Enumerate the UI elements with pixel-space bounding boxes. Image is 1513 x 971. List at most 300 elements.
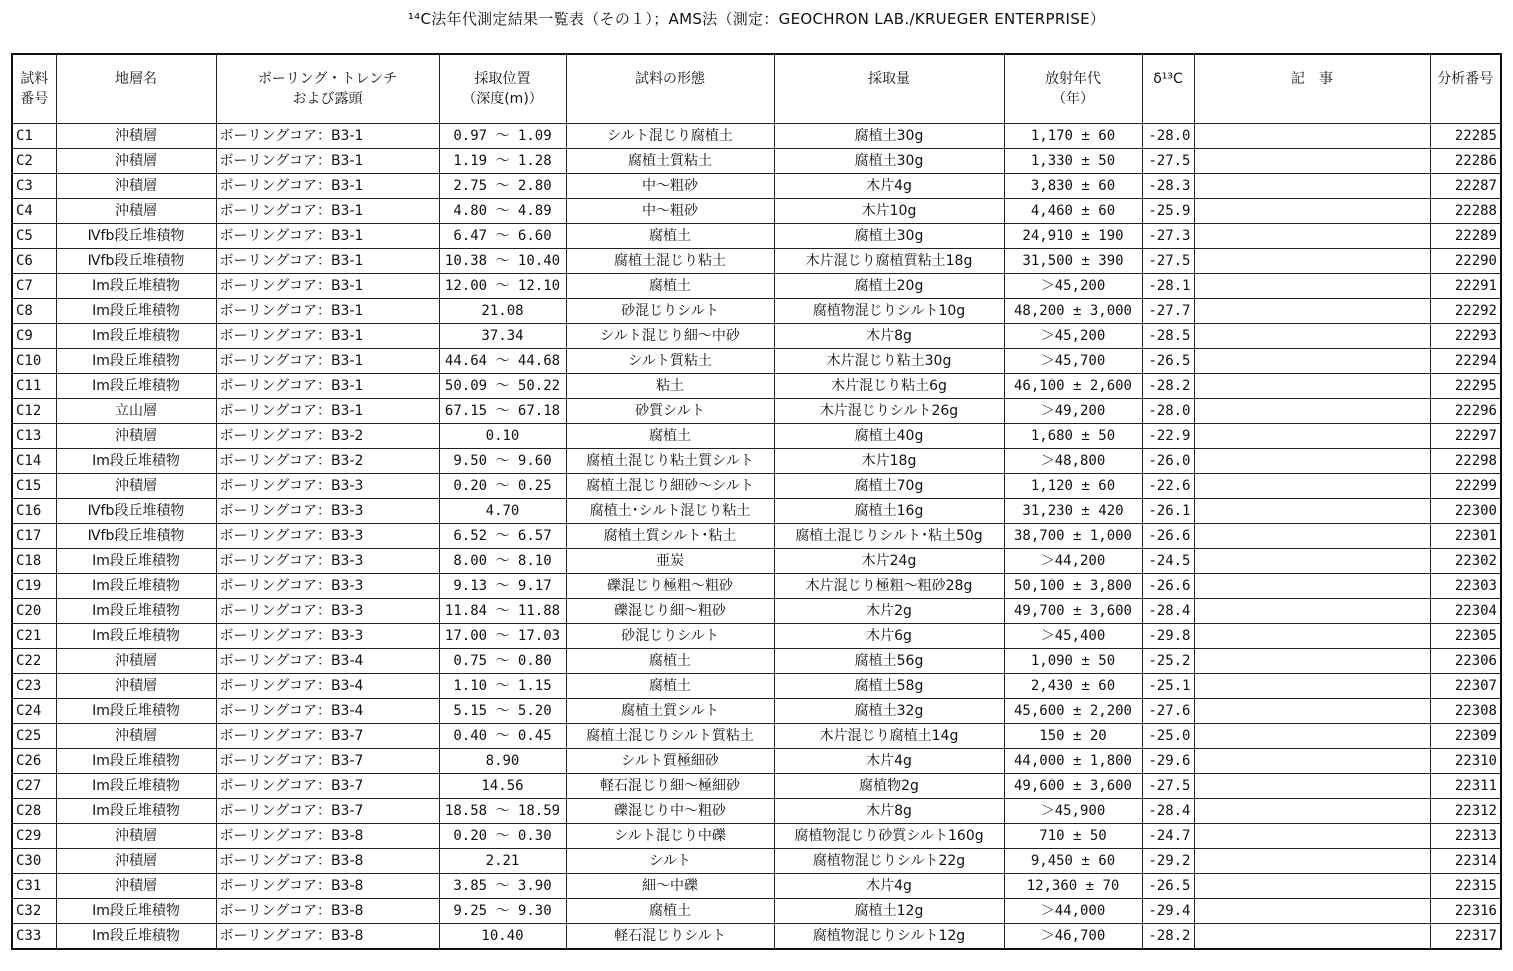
- cell-remarks: [1194, 349, 1430, 374]
- cell-boring: ボーリングコア：B3-3: [216, 499, 439, 524]
- header-amount: 採取量: [774, 54, 1004, 124]
- cell-form: 腐植土質シルト･粘土: [566, 524, 774, 549]
- header-sample-no: 試料 番号: [12, 54, 56, 124]
- cell-age: 3,830 ± 60: [1004, 174, 1142, 199]
- cell-remarks: [1194, 649, 1430, 674]
- cell-depth: 12.00 ～ 12.10: [439, 274, 566, 299]
- cell-age: ＞45,200: [1004, 274, 1142, 299]
- cell-sample-no: C9: [12, 324, 56, 349]
- table-row: [12, 674, 1501, 699]
- cell-analysis-no: 22286: [1430, 149, 1501, 174]
- cell-depth: 37.34: [439, 324, 566, 349]
- cell-analysis-no: 22288: [1430, 199, 1501, 224]
- cell-form: 腐植土質シルト: [566, 699, 774, 724]
- table-row: [12, 424, 1501, 449]
- header-row: [12, 54, 1501, 124]
- table-row: [12, 849, 1501, 874]
- cell-boring: ボーリングコア：B3-3: [216, 624, 439, 649]
- table-row: [12, 249, 1501, 274]
- cell-depth: 0.40 ～ 0.45: [439, 724, 566, 749]
- cell-analysis-no: 22316: [1430, 899, 1501, 924]
- cell-age: 1,680 ± 50: [1004, 424, 1142, 449]
- cell-remarks: [1194, 299, 1430, 324]
- cell-form: 腐植土混じりシルト質粘土: [566, 724, 774, 749]
- header-boring: ボーリング・トレンチ および露頭: [216, 54, 439, 124]
- cell-amount: 木片8g: [774, 324, 1004, 349]
- cell-boring: ボーリングコア：B3-7: [216, 799, 439, 824]
- cell-form: 礫混じり極粗～粗砂: [566, 574, 774, 599]
- results-table: [11, 53, 1502, 950]
- cell-remarks: [1194, 899, 1430, 924]
- cell-layer: 沖積層: [56, 674, 216, 699]
- cell-amount: 木片混じり腐植質粘土18g: [774, 249, 1004, 274]
- cell-analysis-no: 22307: [1430, 674, 1501, 699]
- cell-boring: ボーリングコア：B3-1: [216, 399, 439, 424]
- cell-sample-no: C28: [12, 799, 56, 824]
- table-row: [12, 499, 1501, 524]
- cell-layer: 立山層: [56, 399, 216, 424]
- cell-remarks: [1194, 174, 1430, 199]
- cell-delta-c13: -27.5: [1142, 249, 1194, 274]
- cell-age: ＞44,000: [1004, 899, 1142, 924]
- table-row: [12, 749, 1501, 774]
- cell-depth: 4.80 ～ 4.89: [439, 199, 566, 224]
- cell-delta-c13: -24.7: [1142, 824, 1194, 849]
- cell-age: 1,090 ± 50: [1004, 649, 1142, 674]
- cell-layer: Ⅳfb段丘堆積物: [56, 499, 216, 524]
- cell-age: 1,120 ± 60: [1004, 474, 1142, 499]
- cell-sample-no: C24: [12, 699, 56, 724]
- cell-remarks: [1194, 549, 1430, 574]
- cell-age: 50,100 ± 3,800: [1004, 574, 1142, 599]
- cell-boring: ボーリングコア：B3-1: [216, 149, 439, 174]
- cell-boring: ボーリングコア：B3-1: [216, 374, 439, 399]
- cell-remarks: [1194, 449, 1430, 474]
- cell-remarks: [1194, 624, 1430, 649]
- cell-form: 礫混じり中～粗砂: [566, 799, 774, 824]
- cell-analysis-no: 22298: [1430, 449, 1501, 474]
- cell-depth: 6.52 ～ 6.57: [439, 524, 566, 549]
- cell-form: 中～粗砂: [566, 174, 774, 199]
- table-row: [12, 624, 1501, 649]
- cell-depth: 8.90: [439, 749, 566, 774]
- cell-layer: Ⅰm段丘堆積物: [56, 899, 216, 924]
- cell-boring: ボーリングコア：B3-3: [216, 474, 439, 499]
- cell-layer: Ⅰm段丘堆積物: [56, 449, 216, 474]
- cell-analysis-no: 22292: [1430, 299, 1501, 324]
- table-row: [12, 724, 1501, 749]
- cell-amount: 腐植土30g: [774, 124, 1004, 149]
- cell-age: 38,700 ± 1,000: [1004, 524, 1142, 549]
- cell-remarks: [1194, 724, 1430, 749]
- cell-analysis-no: 22312: [1430, 799, 1501, 824]
- cell-analysis-no: 22295: [1430, 374, 1501, 399]
- table-row: [12, 899, 1501, 924]
- cell-age: 710 ± 50: [1004, 824, 1142, 849]
- table-row: [12, 599, 1501, 624]
- cell-form: 中～粗砂: [566, 199, 774, 224]
- cell-delta-c13: -22.9: [1142, 424, 1194, 449]
- cell-depth: 0.97 ～ 1.09: [439, 124, 566, 149]
- cell-analysis-no: 22297: [1430, 424, 1501, 449]
- table-row: [12, 124, 1501, 149]
- table-row: [12, 474, 1501, 499]
- cell-analysis-no: 22290: [1430, 249, 1501, 274]
- cell-delta-c13: -27.5: [1142, 774, 1194, 799]
- cell-layer: 沖積層: [56, 424, 216, 449]
- cell-amount: 腐植物混じりシルト22g: [774, 849, 1004, 874]
- table-row: [12, 399, 1501, 424]
- cell-delta-c13: -29.8: [1142, 624, 1194, 649]
- header-position: 採取位置 （深度(m)）: [439, 54, 566, 124]
- cell-amount: 木片6g: [774, 624, 1004, 649]
- cell-remarks: [1194, 824, 1430, 849]
- cell-form: 砂混じりシルト: [566, 299, 774, 324]
- cell-layer: Ⅰm段丘堆積物: [56, 549, 216, 574]
- cell-depth: 5.15 ～ 5.20: [439, 699, 566, 724]
- cell-sample-no: C3: [12, 174, 56, 199]
- cell-form: 砂質シルト: [566, 399, 774, 424]
- cell-form: 砂混じりシルト: [566, 624, 774, 649]
- cell-amount: 腐植物混じりシルト10g: [774, 299, 1004, 324]
- cell-remarks: [1194, 374, 1430, 399]
- cell-amount: 木片混じり粘土6g: [774, 374, 1004, 399]
- cell-age: 12,360 ± 70: [1004, 874, 1142, 899]
- cell-delta-c13: -29.4: [1142, 899, 1194, 924]
- cell-age: 150 ± 20: [1004, 724, 1142, 749]
- cell-sample-no: C31: [12, 874, 56, 899]
- cell-sample-no: C30: [12, 849, 56, 874]
- cell-form: 腐植土: [566, 649, 774, 674]
- cell-age: 49,700 ± 3,600: [1004, 599, 1142, 624]
- cell-boring: ボーリングコア：B3-1: [216, 174, 439, 199]
- cell-amount: 腐植土30g: [774, 224, 1004, 249]
- cell-age: 49,600 ± 3,600: [1004, 774, 1142, 799]
- cell-age: ＞49,200: [1004, 399, 1142, 424]
- cell-layer: 沖積層: [56, 849, 216, 874]
- cell-amount: 腐植土32g: [774, 699, 1004, 724]
- cell-remarks: [1194, 699, 1430, 724]
- cell-form: 腐植土混じり粘土質シルト: [566, 449, 774, 474]
- cell-layer: Ⅰm段丘堆積物: [56, 574, 216, 599]
- cell-analysis-no: 22317: [1430, 924, 1501, 950]
- cell-boring: ボーリングコア：B3-1: [216, 299, 439, 324]
- cell-delta-c13: -26.0: [1142, 449, 1194, 474]
- header-delta-c13: δ¹³C: [1142, 54, 1194, 124]
- cell-form: 腐植土: [566, 274, 774, 299]
- cell-delta-c13: -28.4: [1142, 799, 1194, 824]
- cell-remarks: [1194, 774, 1430, 799]
- cell-sample-no: C16: [12, 499, 56, 524]
- cell-delta-c13: -28.5: [1142, 324, 1194, 349]
- cell-boring: ボーリングコア：B3-8: [216, 924, 439, 950]
- cell-depth: 6.47 ～ 6.60: [439, 224, 566, 249]
- cell-sample-no: C20: [12, 599, 56, 624]
- cell-boring: ボーリングコア：B3-2: [216, 424, 439, 449]
- cell-analysis-no: 22304: [1430, 599, 1501, 624]
- cell-form: シルト混じり細～中砂: [566, 324, 774, 349]
- cell-layer: Ⅰm段丘堆積物: [56, 349, 216, 374]
- document-title: ¹⁴C法年代測定結果一覧表（その１）；AMS法（測定：GEOCHRON LAB./KRUEGER ENTERPRISE）: [407, 10, 1106, 28]
- table-row: [12, 774, 1501, 799]
- cell-form: シルト混じり中礫: [566, 824, 774, 849]
- table-row: [12, 299, 1501, 324]
- cell-form: 腐植土: [566, 674, 774, 699]
- cell-delta-c13: -27.7: [1142, 299, 1194, 324]
- cell-amount: 腐植土12g: [774, 899, 1004, 924]
- cell-amount: 腐植土混じりシルト･粘土50g: [774, 524, 1004, 549]
- cell-age: 9,450 ± 60: [1004, 849, 1142, 874]
- cell-depth: 8.00 ～ 8.10: [439, 549, 566, 574]
- cell-age: ＞45,400: [1004, 624, 1142, 649]
- cell-boring: ボーリングコア：B3-3: [216, 524, 439, 549]
- cell-boring: ボーリングコア：B3-7: [216, 749, 439, 774]
- cell-boring: ボーリングコア：B3-4: [216, 674, 439, 699]
- cell-depth: 0.10: [439, 424, 566, 449]
- cell-remarks: [1194, 224, 1430, 249]
- cell-layer: 沖積層: [56, 174, 216, 199]
- cell-remarks: [1194, 124, 1430, 149]
- cell-boring: ボーリングコア：B3-8: [216, 874, 439, 899]
- cell-amount: 腐植土40g: [774, 424, 1004, 449]
- cell-age: 31,500 ± 390: [1004, 249, 1142, 274]
- cell-amount: 木片8g: [774, 799, 1004, 824]
- cell-depth: 10.40: [439, 924, 566, 950]
- cell-delta-c13: -29.2: [1142, 849, 1194, 874]
- cell-amount: 腐植土30g: [774, 149, 1004, 174]
- cell-layer: Ⅰm段丘堆積物: [56, 774, 216, 799]
- cell-analysis-no: 22296: [1430, 399, 1501, 424]
- cell-sample-no: C10: [12, 349, 56, 374]
- cell-amount: 腐植土70g: [774, 474, 1004, 499]
- cell-analysis-no: 22315: [1430, 874, 1501, 899]
- cell-depth: 11.84 ～ 11.88: [439, 599, 566, 624]
- table-row: [12, 224, 1501, 249]
- header-age: 放射年代 （年）: [1004, 54, 1142, 124]
- cell-form: 腐植土質粘土: [566, 149, 774, 174]
- table-row: [12, 574, 1501, 599]
- cell-delta-c13: -25.1: [1142, 674, 1194, 699]
- cell-sample-no: C13: [12, 424, 56, 449]
- cell-boring: ボーリングコア：B3-1: [216, 349, 439, 374]
- cell-form: シルト混じり腐植土: [566, 124, 774, 149]
- cell-sample-no: C5: [12, 224, 56, 249]
- cell-layer: 沖積層: [56, 724, 216, 749]
- cell-sample-no: C14: [12, 449, 56, 474]
- cell-sample-no: C32: [12, 899, 56, 924]
- cell-age: ＞45,200: [1004, 324, 1142, 349]
- cell-analysis-no: 22291: [1430, 274, 1501, 299]
- header-analysis-no: 分析番号: [1430, 54, 1501, 124]
- cell-sample-no: C27: [12, 774, 56, 799]
- cell-layer: Ⅰm段丘堆積物: [56, 624, 216, 649]
- table-row: [12, 699, 1501, 724]
- cell-analysis-no: 22314: [1430, 849, 1501, 874]
- cell-analysis-no: 22309: [1430, 724, 1501, 749]
- cell-amount: 腐植物混じり砂質シルト160g: [774, 824, 1004, 849]
- cell-amount: 木片4g: [774, 174, 1004, 199]
- cell-delta-c13: -25.9: [1142, 199, 1194, 224]
- cell-sample-no: C6: [12, 249, 56, 274]
- cell-remarks: [1194, 599, 1430, 624]
- cell-boring: ボーリングコア：B3-2: [216, 449, 439, 474]
- cell-amount: 腐植土56g: [774, 649, 1004, 674]
- cell-depth: 67.15 ～ 67.18: [439, 399, 566, 424]
- cell-sample-no: C12: [12, 399, 56, 424]
- cell-form: 腐植土: [566, 899, 774, 924]
- cell-delta-c13: -28.1: [1142, 274, 1194, 299]
- cell-boring: ボーリングコア：B3-3: [216, 599, 439, 624]
- cell-amount: 腐植土58g: [774, 674, 1004, 699]
- cell-amount: 木片10g: [774, 199, 1004, 224]
- cell-delta-c13: -26.6: [1142, 524, 1194, 549]
- cell-remarks: [1194, 524, 1430, 549]
- cell-depth: 17.00 ～ 17.03: [439, 624, 566, 649]
- cell-layer: Ⅰm段丘堆積物: [56, 374, 216, 399]
- table-row: [12, 274, 1501, 299]
- table-row: [12, 874, 1501, 899]
- cell-sample-no: C17: [12, 524, 56, 549]
- cell-boring: ボーリングコア：B3-7: [216, 724, 439, 749]
- cell-delta-c13: -28.2: [1142, 374, 1194, 399]
- table-row: [12, 549, 1501, 574]
- cell-analysis-no: 22289: [1430, 224, 1501, 249]
- cell-layer: 沖積層: [56, 149, 216, 174]
- header-remarks: 記 事: [1194, 54, 1430, 124]
- cell-layer: Ⅰm段丘堆積物: [56, 749, 216, 774]
- cell-layer: Ⅰm段丘堆積物: [56, 274, 216, 299]
- cell-sample-no: C7: [12, 274, 56, 299]
- cell-analysis-no: 22285: [1430, 124, 1501, 149]
- cell-form: 細～中礫: [566, 874, 774, 899]
- cell-remarks: [1194, 274, 1430, 299]
- table-row: [12, 649, 1501, 674]
- cell-depth: 1.19 ～ 1.28: [439, 149, 566, 174]
- cell-form: 礫混じり細～粗砂: [566, 599, 774, 624]
- cell-depth: 2.75 ～ 2.80: [439, 174, 566, 199]
- cell-delta-c13: -28.3: [1142, 174, 1194, 199]
- cell-amount: 木片混じり極粗～粗砂28g: [774, 574, 1004, 599]
- table-row: [12, 449, 1501, 474]
- cell-form: シルト質極細砂: [566, 749, 774, 774]
- cell-analysis-no: 22293: [1430, 324, 1501, 349]
- cell-amount: 木片混じり粘土30g: [774, 349, 1004, 374]
- cell-delta-c13: -27.5: [1142, 149, 1194, 174]
- cell-sample-no: C1: [12, 124, 56, 149]
- cell-boring: ボーリングコア：B3-1: [216, 324, 439, 349]
- cell-delta-c13: -22.6: [1142, 474, 1194, 499]
- cell-sample-no: C4: [12, 199, 56, 224]
- cell-remarks: [1194, 199, 1430, 224]
- cell-boring: ボーリングコア：B3-3: [216, 549, 439, 574]
- cell-sample-no: C33: [12, 924, 56, 950]
- table-row: [12, 199, 1501, 224]
- cell-delta-c13: -26.6: [1142, 574, 1194, 599]
- cell-delta-c13: -27.3: [1142, 224, 1194, 249]
- cell-depth: 50.09 ～ 50.22: [439, 374, 566, 399]
- cell-remarks: [1194, 149, 1430, 174]
- cell-remarks: [1194, 674, 1430, 699]
- cell-boring: ボーリングコア：B3-1: [216, 124, 439, 149]
- cell-form: 腐植土: [566, 424, 774, 449]
- cell-form: シルト質粘土: [566, 349, 774, 374]
- cell-remarks: [1194, 324, 1430, 349]
- cell-layer: Ⅰm段丘堆積物: [56, 799, 216, 824]
- cell-layer: Ⅳfb段丘堆積物: [56, 524, 216, 549]
- cell-sample-no: C15: [12, 474, 56, 499]
- cell-analysis-no: 22287: [1430, 174, 1501, 199]
- cell-analysis-no: 22306: [1430, 649, 1501, 674]
- cell-age: ＞45,900: [1004, 799, 1142, 824]
- cell-boring: ボーリングコア：B3-7: [216, 774, 439, 799]
- table-row: [12, 174, 1501, 199]
- cell-layer: 沖積層: [56, 824, 216, 849]
- table-row: [12, 374, 1501, 399]
- cell-boring: ボーリングコア：B3-1: [216, 274, 439, 299]
- cell-analysis-no: 22302: [1430, 549, 1501, 574]
- cell-boring: ボーリングコア：B3-8: [216, 849, 439, 874]
- cell-age: 31,230 ± 420: [1004, 499, 1142, 524]
- cell-remarks: [1194, 924, 1430, 950]
- cell-layer: Ⅳfb段丘堆積物: [56, 249, 216, 274]
- cell-depth: 4.70: [439, 499, 566, 524]
- cell-depth: 2.21: [439, 849, 566, 874]
- cell-sample-no: C18: [12, 549, 56, 574]
- cell-remarks: [1194, 249, 1430, 274]
- cell-delta-c13: -25.2: [1142, 649, 1194, 674]
- table-row: [12, 824, 1501, 849]
- cell-form: 腐植土: [566, 224, 774, 249]
- cell-amount: 腐植土16g: [774, 499, 1004, 524]
- cell-sample-no: C19: [12, 574, 56, 599]
- cell-depth: 18.58 ～ 18.59: [439, 799, 566, 824]
- cell-delta-c13: -28.2: [1142, 924, 1194, 950]
- cell-analysis-no: 22299: [1430, 474, 1501, 499]
- cell-age: 24,910 ± 190: [1004, 224, 1142, 249]
- cell-delta-c13: -29.6: [1142, 749, 1194, 774]
- cell-amount: 木片混じり腐植土14g: [774, 724, 1004, 749]
- cell-depth: 9.25 ～ 9.30: [439, 899, 566, 924]
- cell-analysis-no: 22313: [1430, 824, 1501, 849]
- cell-age: 1,330 ± 50: [1004, 149, 1142, 174]
- cell-analysis-no: 22311: [1430, 774, 1501, 799]
- cell-form: 腐植土･シルト混じり粘土: [566, 499, 774, 524]
- header-layer: 地層名: [56, 54, 216, 124]
- cell-boring: ボーリングコア：B3-8: [216, 899, 439, 924]
- cell-analysis-no: 22308: [1430, 699, 1501, 724]
- cell-age: 2,430 ± 60: [1004, 674, 1142, 699]
- cell-analysis-no: 22301: [1430, 524, 1501, 549]
- cell-age: 48,200 ± 3,000: [1004, 299, 1142, 324]
- cell-layer: Ⅰm段丘堆積物: [56, 599, 216, 624]
- cell-remarks: [1194, 424, 1430, 449]
- cell-depth: 44.64 ～ 44.68: [439, 349, 566, 374]
- cell-age: ＞44,200: [1004, 549, 1142, 574]
- cell-remarks: [1194, 849, 1430, 874]
- cell-form: 亜炭: [566, 549, 774, 574]
- cell-amount: 腐植物2g: [774, 774, 1004, 799]
- cell-remarks: [1194, 874, 1430, 899]
- cell-layer: Ⅰm段丘堆積物: [56, 299, 216, 324]
- cell-sample-no: C21: [12, 624, 56, 649]
- cell-delta-c13: -26.1: [1142, 499, 1194, 524]
- cell-sample-no: C23: [12, 674, 56, 699]
- cell-age: ＞48,800: [1004, 449, 1142, 474]
- cell-age: 4,460 ± 60: [1004, 199, 1142, 224]
- cell-amount: 木片18g: [774, 449, 1004, 474]
- cell-layer: Ⅰm段丘堆積物: [56, 924, 216, 950]
- cell-boring: ボーリングコア：B3-3: [216, 574, 439, 599]
